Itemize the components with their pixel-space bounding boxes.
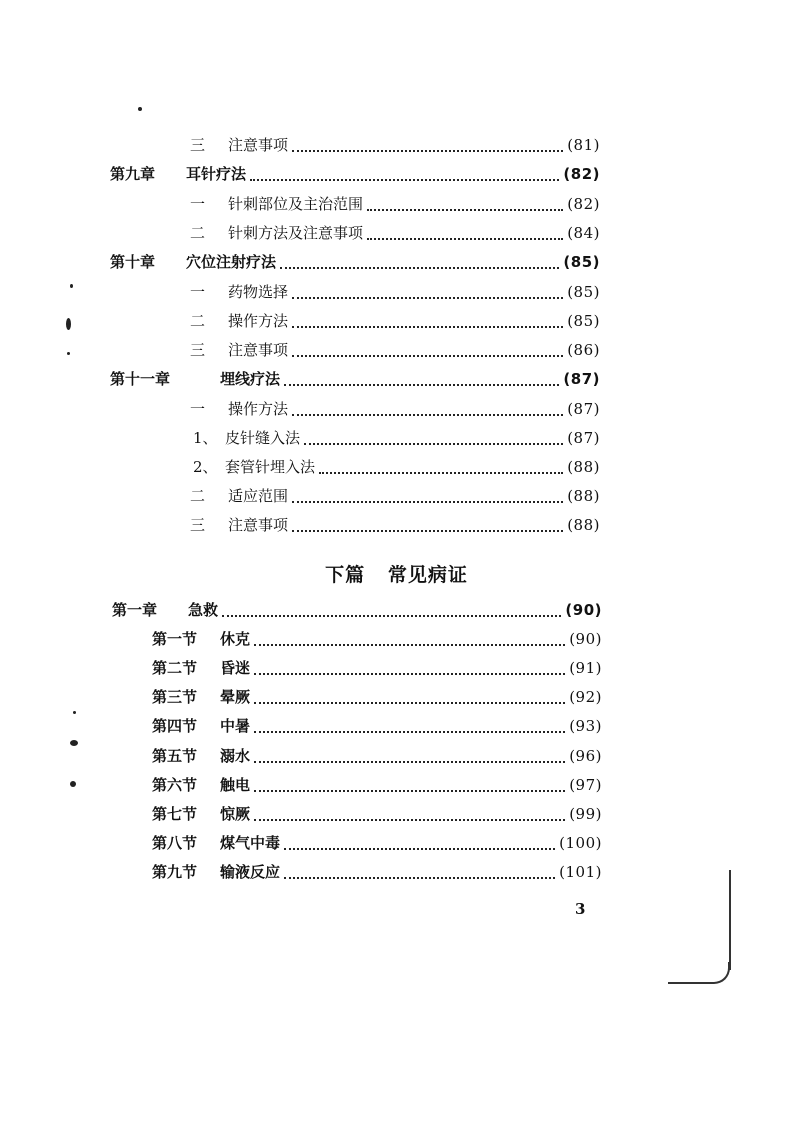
chapter-title: 耳针疗法 [186,165,247,183]
section-title: 触电 [220,776,251,794]
section-title: 中暑 [220,717,251,735]
toc-subentry [193,426,600,450]
entry-page: (87) [563,370,600,388]
chapter-number: 第十章 [110,253,156,271]
chapter-title: 穴位注射疗法 [186,253,277,271]
scan-speck [67,352,70,355]
dot-leader [280,266,559,269]
toc-section-entry [152,831,602,855]
section-title: 昏迷 [220,659,251,677]
section-number: 第四节 [152,717,198,735]
section-number: 第七节 [152,805,198,823]
entry-title: 注意事项 [228,341,289,359]
entry-page: (90) [569,630,602,648]
dot-leader [319,471,563,474]
toc-entry [190,338,600,362]
entry-page: (92) [569,688,602,706]
dot-leader [304,442,563,445]
entry-page: (88) [567,516,600,534]
dot-leader [254,760,565,763]
dot-leader [292,529,563,532]
entry-page: (85) [567,312,600,330]
section-title: 晕厥 [220,688,251,706]
entry-page: (88) [567,487,600,505]
toc-entry [190,280,600,304]
scan-speck [70,284,73,288]
toc-section-entry [152,685,602,709]
section-number: 第三节 [152,688,198,706]
entry-page: (88) [567,458,600,476]
entry-number: 三 [190,136,206,154]
entry-page: (91) [569,659,602,677]
entry-page: (81) [567,136,600,154]
section-title: 煤气中毒 [220,834,281,852]
section-number: 第五节 [152,747,198,765]
entry-page: (82) [563,165,600,183]
entry-number: 一 [190,195,206,213]
dot-leader [292,413,563,416]
section-title: 输液反应 [220,863,281,881]
dot-leader [367,237,563,240]
entry-page: (93) [569,717,602,735]
entry-page: (90) [565,601,602,619]
section-title: 惊厥 [220,805,251,823]
entry-number: 三 [190,516,206,534]
entry-title: 针刺方法及注意事项 [228,224,364,242]
toc-section-entry [152,656,602,680]
chapter-number: 第一章 [112,601,158,619]
section-number: 第一节 [152,630,198,648]
entry-title: 注意事项 [228,136,289,154]
dot-leader [250,178,559,181]
dot-leader [254,789,565,792]
scan-speck [70,740,78,746]
chapter-title: 埋线疗法 [220,370,281,388]
entry-page: (84) [567,224,600,242]
entry-title: 针刺部位及主治范围 [228,195,364,213]
toc-section-entry [152,773,602,797]
entry-page: (85) [567,283,600,301]
entry-number: 三 [190,341,206,359]
scan-speck [70,781,76,787]
part-title: 下篇 常见病证 [325,564,468,586]
toc-section-entry [152,627,602,651]
toc-chapter-entry [110,367,600,391]
section-number: 第九节 [152,863,198,881]
dot-leader [284,847,555,850]
entry-number: 二 [190,487,206,505]
toc-section-entry [152,744,602,768]
dot-leader [292,325,563,328]
section-title: 休克 [220,630,251,648]
scan-speck [138,107,142,111]
entry-page: (82) [567,195,600,213]
dot-leader [254,818,565,821]
toc-entry [190,309,600,333]
toc-section-entry [152,802,602,826]
entry-title: 皮针缝入法 [225,429,301,447]
dot-leader [254,701,565,704]
toc-entry [190,513,600,537]
entry-title: 药物选择 [228,283,289,301]
toc-chapter-entry [110,162,600,186]
binding-edge-curve [668,962,730,984]
dot-leader [292,149,563,152]
entry-title: 注意事项 [228,516,289,534]
entry-page: (87) [567,429,600,447]
toc-entry [190,192,600,216]
binding-edge [726,870,731,970]
entry-page: (86) [567,341,600,359]
scan-speck [73,711,76,714]
dot-leader [292,354,563,357]
dot-leader [284,876,555,879]
page-number: 3 [575,900,586,918]
toc-chapter-entry [112,598,602,622]
section-number: 第二节 [152,659,198,677]
toc-entry [190,221,600,245]
toc-chapter-entry [110,250,600,274]
scan-speck [66,318,71,330]
dot-leader [254,672,565,675]
dot-leader [284,383,559,386]
chapter-number: 第九章 [110,165,156,183]
entry-page: (101) [559,863,602,881]
toc-subentry [193,455,600,479]
entry-number: 二 [190,224,206,242]
section-number: 第八节 [152,834,198,852]
toc-section-entry [152,714,602,738]
toc-section-entry [152,860,602,884]
toc-entry [190,397,600,421]
dot-leader [292,500,563,503]
toc-entry [190,484,600,508]
entry-title: 操作方法 [228,312,289,330]
dot-leader [254,730,565,733]
entry-page: (100) [559,834,602,852]
entry-number: 二 [190,312,206,330]
entry-page: (96) [569,747,602,765]
entry-number: 一 [190,400,206,418]
chapter-title: 急救 [188,601,219,619]
toc-entry [190,133,600,157]
entry-title: 套管针埋入法 [225,458,316,476]
entry-number: 一 [190,283,206,301]
section-title: 溺水 [220,747,251,765]
dot-leader [254,643,565,646]
entry-page: (99) [569,805,602,823]
entry-number: 2、 [193,458,218,476]
entry-number: 1、 [193,429,218,447]
entry-page: (85) [563,253,600,271]
dot-leader [222,614,561,617]
chapter-number: 第十一章 [110,370,171,388]
entry-page: (97) [569,776,602,794]
section-number: 第六节 [152,776,198,794]
dot-leader [292,296,563,299]
dot-leader [367,208,563,211]
entry-title: 适应范围 [228,487,289,505]
entry-page: (87) [567,400,600,418]
entry-title: 操作方法 [228,400,289,418]
